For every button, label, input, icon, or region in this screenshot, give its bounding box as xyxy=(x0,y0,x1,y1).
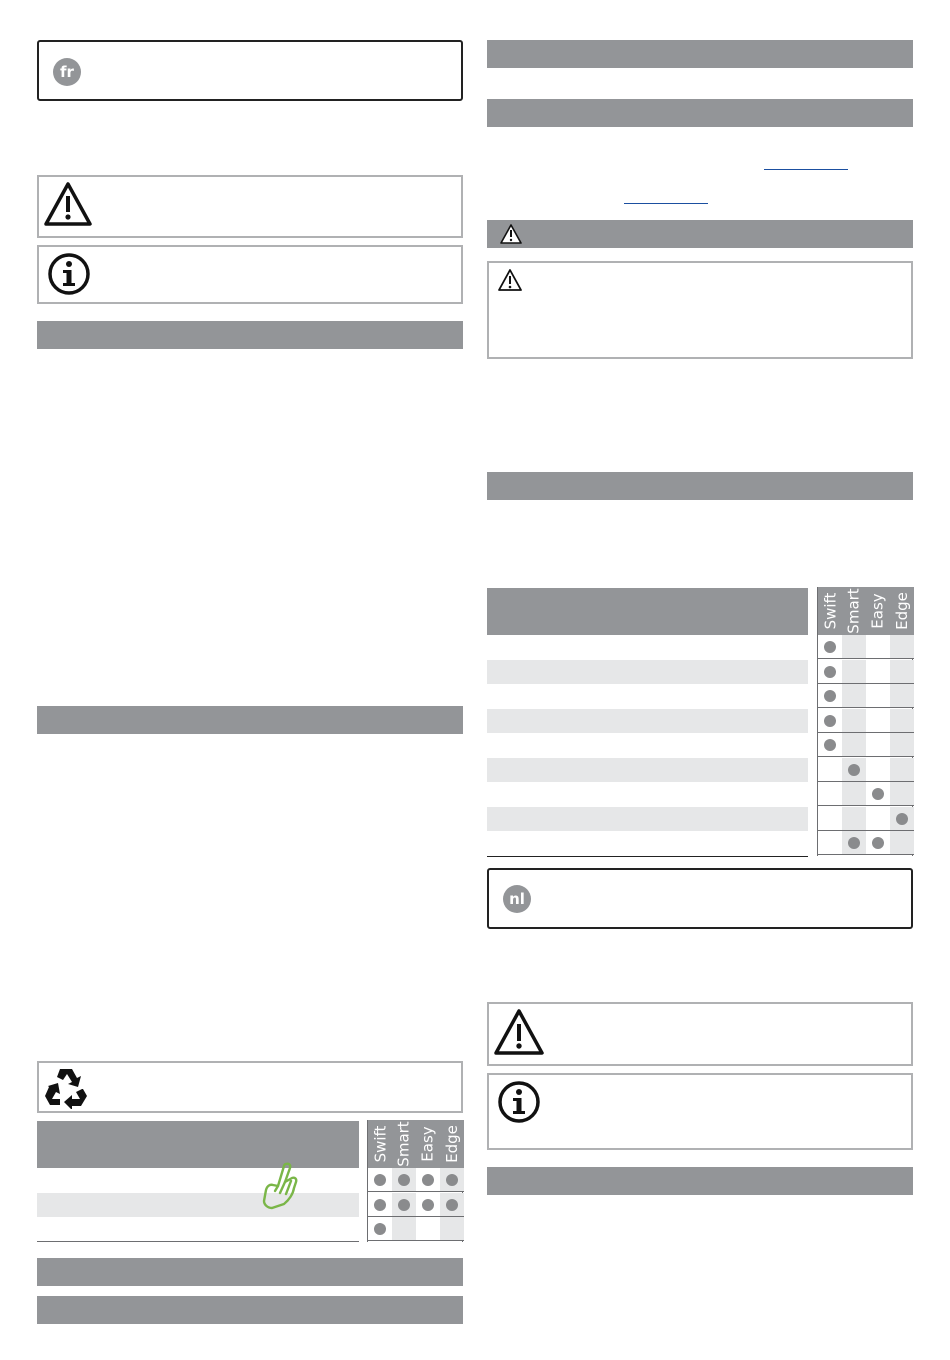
table-row-shaded xyxy=(487,758,808,782)
warning-triangle-icon xyxy=(43,181,93,227)
table-cell xyxy=(392,1193,416,1217)
table-cell xyxy=(890,660,914,684)
column-header-label: Easy xyxy=(419,1126,437,1162)
recycle-icon xyxy=(43,1065,89,1109)
column-header-label: Smart xyxy=(395,1121,413,1167)
warning-triangle-icon xyxy=(493,1008,545,1056)
table-row-shaded xyxy=(487,807,808,831)
compat-dot xyxy=(824,641,836,653)
section-header-bar xyxy=(487,40,913,68)
compat-dot xyxy=(374,1199,386,1211)
table-bottom-rule xyxy=(37,1241,359,1242)
compat-dot xyxy=(374,1174,386,1186)
table-cell xyxy=(818,635,842,659)
compat-dot xyxy=(422,1199,434,1211)
section-header-bar xyxy=(37,1296,463,1324)
table-cell xyxy=(368,1193,392,1217)
table-cell xyxy=(842,782,866,806)
table-cell xyxy=(842,733,866,757)
table-cell xyxy=(866,758,890,782)
compat-dot xyxy=(872,788,884,800)
table-cell xyxy=(890,782,914,806)
section-header-bar xyxy=(37,1258,463,1286)
section-header-bar xyxy=(37,321,463,349)
warning-box xyxy=(487,1002,913,1066)
table-cell xyxy=(890,709,914,733)
section-header-bar xyxy=(487,99,913,127)
table-cell xyxy=(842,635,866,659)
table-cell xyxy=(866,660,890,684)
table-cell xyxy=(890,733,914,757)
table-cell xyxy=(866,782,890,806)
table-cell xyxy=(866,684,890,708)
column-header-edge xyxy=(440,1120,464,1168)
column-header-label: Swift xyxy=(821,592,840,630)
table-cell xyxy=(890,831,914,855)
table-cell xyxy=(392,1217,416,1241)
compat-dot xyxy=(872,837,884,849)
table-header-bar xyxy=(37,1121,359,1168)
column-header-swift xyxy=(818,587,842,635)
column-header-easy xyxy=(416,1120,440,1168)
table-header-bar xyxy=(487,588,808,635)
language-badge-fr: fr xyxy=(53,58,81,86)
table-cell xyxy=(416,1168,440,1192)
table-bottom-rule xyxy=(487,856,808,857)
compat-dot xyxy=(374,1223,386,1235)
compat-dot xyxy=(824,715,836,727)
table-cell xyxy=(866,709,890,733)
table-cell xyxy=(842,758,866,782)
compat-table-small xyxy=(367,1120,463,1242)
table-cell xyxy=(818,831,842,855)
warning-triangle-icon xyxy=(497,268,523,292)
column-header-label: Easy xyxy=(869,593,887,629)
table-cell xyxy=(890,758,914,782)
table-cell xyxy=(818,782,842,806)
recycle-box xyxy=(37,1061,463,1113)
table-cell xyxy=(890,684,914,708)
language-header-fr xyxy=(37,40,463,101)
table-cell xyxy=(866,733,890,757)
table-cell xyxy=(842,660,866,684)
table-row-shaded xyxy=(487,660,808,684)
warning-triangle-icon xyxy=(499,223,523,245)
hand-pointer-icon xyxy=(258,1160,304,1212)
table-cell xyxy=(818,684,842,708)
table-cell xyxy=(842,807,866,831)
compat-dot xyxy=(422,1174,434,1186)
compat-table-main xyxy=(817,587,913,856)
hyperlink-underline[interactable] xyxy=(764,169,848,170)
section-header-bar xyxy=(487,472,913,500)
language-header-nl xyxy=(487,868,913,929)
table-cell xyxy=(440,1193,464,1217)
table-cell xyxy=(842,709,866,733)
table-cell xyxy=(416,1193,440,1217)
table-cell xyxy=(818,758,842,782)
column-header-swift xyxy=(368,1120,392,1168)
compat-dot xyxy=(848,837,860,849)
table-cell xyxy=(866,831,890,855)
compat-dot xyxy=(446,1199,458,1211)
info-circle-icon xyxy=(47,252,91,296)
info-circle-icon xyxy=(497,1080,541,1124)
compat-dot xyxy=(848,764,860,776)
table-cell xyxy=(818,660,842,684)
column-header-smart xyxy=(842,587,866,635)
column-header-label: Swift xyxy=(371,1125,390,1163)
table-cell xyxy=(440,1168,464,1192)
compat-dot xyxy=(824,739,836,751)
compat-dot xyxy=(398,1199,410,1211)
language-badge-nl: nl xyxy=(503,885,531,913)
table-row-shaded xyxy=(37,1193,359,1217)
hyperlink-underline[interactable] xyxy=(624,203,708,204)
table-cell xyxy=(440,1217,464,1241)
compat-dot xyxy=(896,813,908,825)
column-header-label: Edge xyxy=(893,592,911,630)
table-cell xyxy=(416,1217,440,1241)
table-cell xyxy=(842,831,866,855)
warning-box xyxy=(37,175,463,238)
info-box xyxy=(487,1073,913,1150)
column-header-smart xyxy=(392,1120,416,1168)
section-header-bar xyxy=(37,706,463,734)
table-cell xyxy=(866,635,890,659)
table-cell xyxy=(392,1168,416,1192)
compat-dot xyxy=(824,666,836,678)
compat-dot xyxy=(446,1174,458,1186)
warning-box xyxy=(487,261,913,359)
compat-dot xyxy=(398,1174,410,1186)
table-cell xyxy=(890,807,914,831)
column-header-edge xyxy=(890,587,914,635)
table-cell xyxy=(818,733,842,757)
column-header-label: Edge xyxy=(443,1125,461,1163)
warning-section-bar xyxy=(487,220,913,248)
table-cell xyxy=(818,807,842,831)
table-cell xyxy=(866,807,890,831)
table-row-shaded xyxy=(487,709,808,733)
column-header-label: Smart xyxy=(845,588,863,634)
table-cell xyxy=(818,709,842,733)
section-header-bar xyxy=(487,1167,913,1195)
compat-dot xyxy=(824,690,836,702)
table-cell xyxy=(890,635,914,659)
table-cell xyxy=(842,684,866,708)
table-cell xyxy=(368,1168,392,1192)
table-cell xyxy=(368,1217,392,1241)
info-box xyxy=(37,245,463,304)
column-header-easy xyxy=(866,587,890,635)
